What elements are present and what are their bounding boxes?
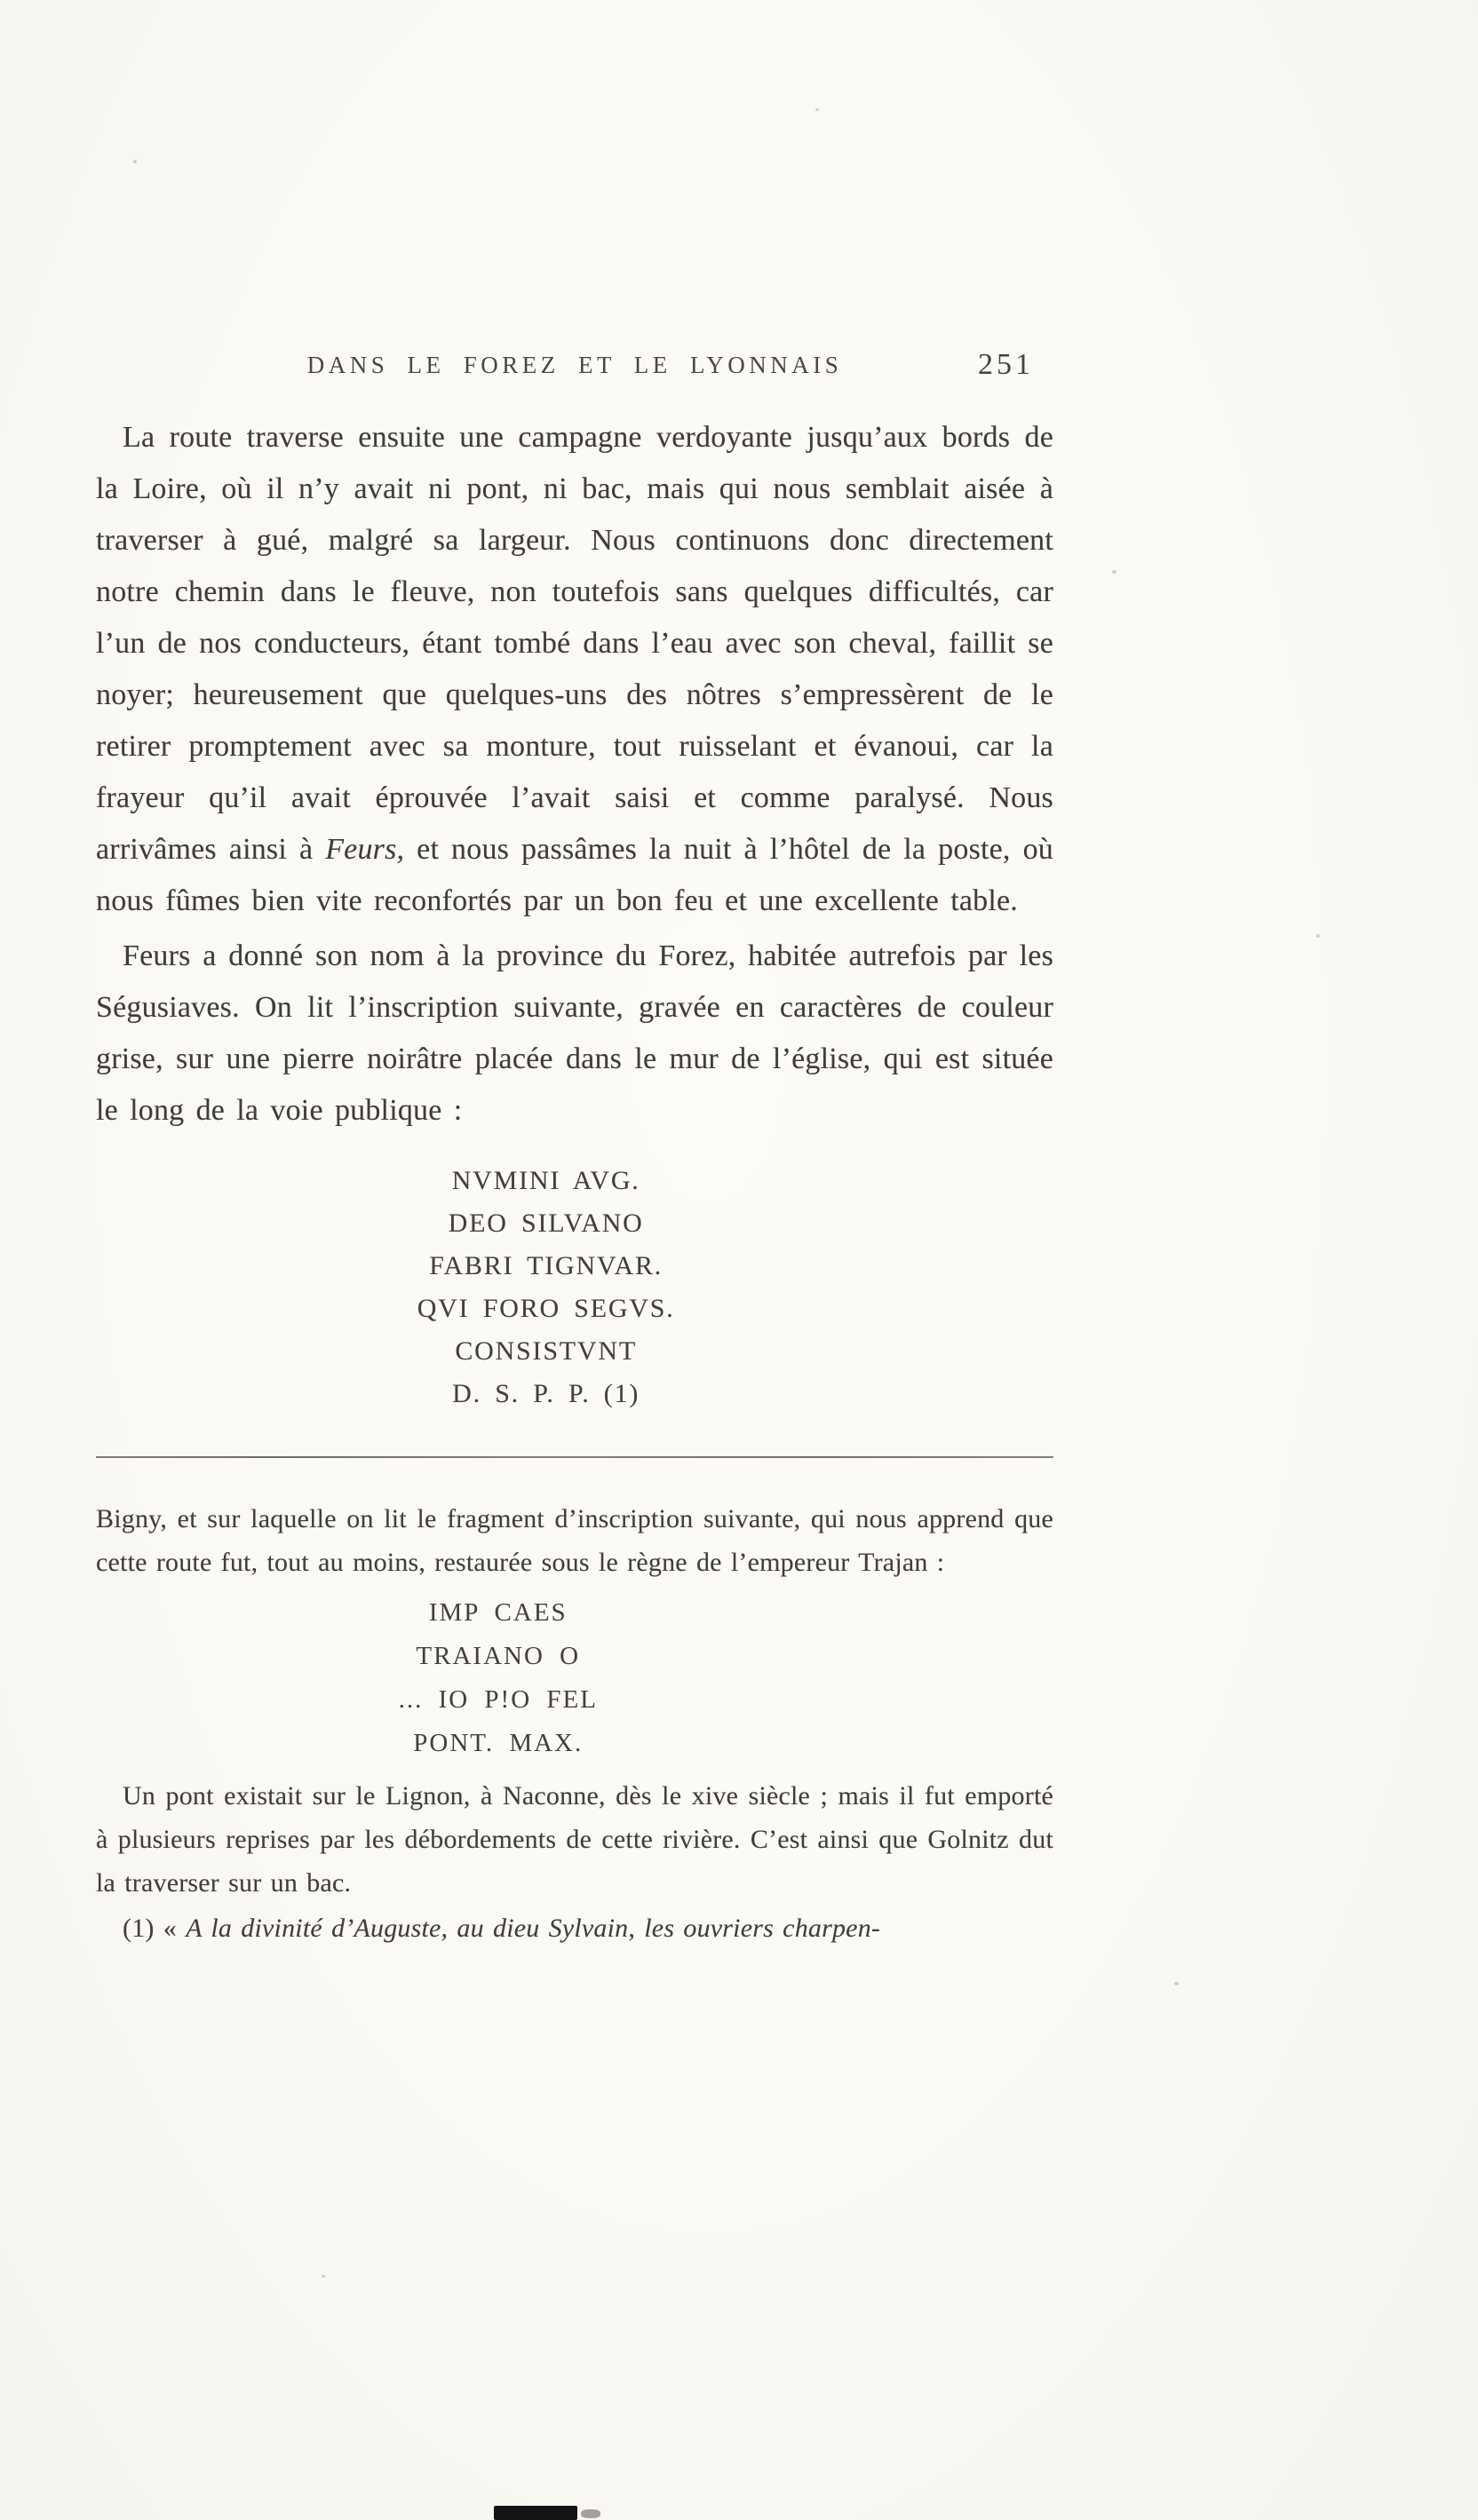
- scan-speck: [1316, 934, 1320, 938]
- page-header-title: DANS LE FOREZ ET LE LYONNAIS: [306, 352, 843, 378]
- inscription-line: TRAIANO O: [416, 1642, 581, 1670]
- page-number: 251: [978, 348, 1034, 381]
- paragraph-feurs-inscription-intro: Feurs a donné son nom à la province du Forez, habitée autrefois par les Ségusiaves. On lit l’inscription suivante, gravée en caractères de couleur grise, sur une pierre noirâtre placée dans le mur de l’église, qui est située le long de la voie publique :: [96, 939, 1053, 1127]
- footnote-paragraph-bigny: Bigny, et sur laquelle on lit le fragment d’inscription suivante, qui nous apprend que cette route fut, tout au moins, restaurée sous le règne de l’empereur Trajan :: [96, 1504, 1053, 1577]
- inscription-line: NVMINI AVG.: [451, 1166, 640, 1195]
- scan-artifact-gray-smudge: [581, 2509, 600, 2518]
- inscription-line: CONSISTVNT: [455, 1336, 637, 1366]
- paragraph-text: La route traverse ensuite une campagne verdoyante jusqu’aux bords de la Loire, où il n’y avait ni pont, ni bac, mais qui nous semblait aisée à traverser à gué, malgré sa largeur. Nous continuons donc directement notre chemin dans le fleuve, non toutefois sans quelques difficultés, car l’un de nos conducteurs, étant tombé dans l’eau avec son cheval, faillit se noyer; heureusement que quelques-uns des nôtres s’empressèrent de le retirer promptement avec sa monture, tout ruisselant et évanoui, car la frayeur qu’il avait éprouvée l’avait saisi et comme paralysé. Nous arrivâmes ainsi à: [96, 421, 1053, 866]
- paragraph-travel-account: [96, 412, 1053, 927]
- paragraph-text: et nous passâmes la nuit à l’hôtel de la poste, où nous fûmes bien vite reconfortés par un bon feu et une excellente table.: [96, 833, 1053, 917]
- footnote-marker: (1) «: [123, 1914, 187, 1943]
- footnote-paragraph-lignon-bridge: Un pont existait sur le Lignon, à Naconne, dès le xive siècle ; mais il fut emporté à plusieurs reprises par les débordements de cette rivière. C’est ainsi que Golnitz dut la traverser sur un bac.: [96, 1781, 1053, 1898]
- inscription-line: FABRI TIGNVAR.: [429, 1251, 664, 1280]
- scan-speck: [322, 2275, 325, 2278]
- inscription-line: PONT. MAX.: [413, 1729, 584, 1757]
- text-column: [96, 348, 1053, 1950]
- scan-speck: [1112, 570, 1116, 574]
- scan-speck: [815, 108, 819, 111]
- inscription-line: D. S. P. P. (1): [452, 1379, 640, 1408]
- scan-speck: [1174, 1982, 1179, 1985]
- scan-artifact-black-mark: [494, 2506, 577, 2520]
- inscription-line: IMP CAES: [428, 1598, 568, 1627]
- running-header: [96, 348, 1053, 389]
- inscription-line: QVI FORO SEGVS.: [417, 1294, 675, 1323]
- footnote-block: [96, 1497, 1053, 1950]
- latin-inscription-trajan: [96, 1591, 901, 1765]
- footnote-separator-rule: [96, 1456, 1053, 1458]
- place-name-italic: Feurs,: [325, 833, 405, 866]
- latin-inscription-block: [96, 1160, 996, 1415]
- footnote-translation-note: [96, 1906, 1053, 1950]
- inscription-line: DEO SILVANO: [448, 1208, 644, 1238]
- footnote-translation-text: A la divinité d’Auguste, au dieu Sylvain, les ouvriers charpen-: [186, 1914, 881, 1943]
- scan-speck: [133, 160, 137, 163]
- inscription-line: ... IO P!O FEL: [398, 1685, 598, 1714]
